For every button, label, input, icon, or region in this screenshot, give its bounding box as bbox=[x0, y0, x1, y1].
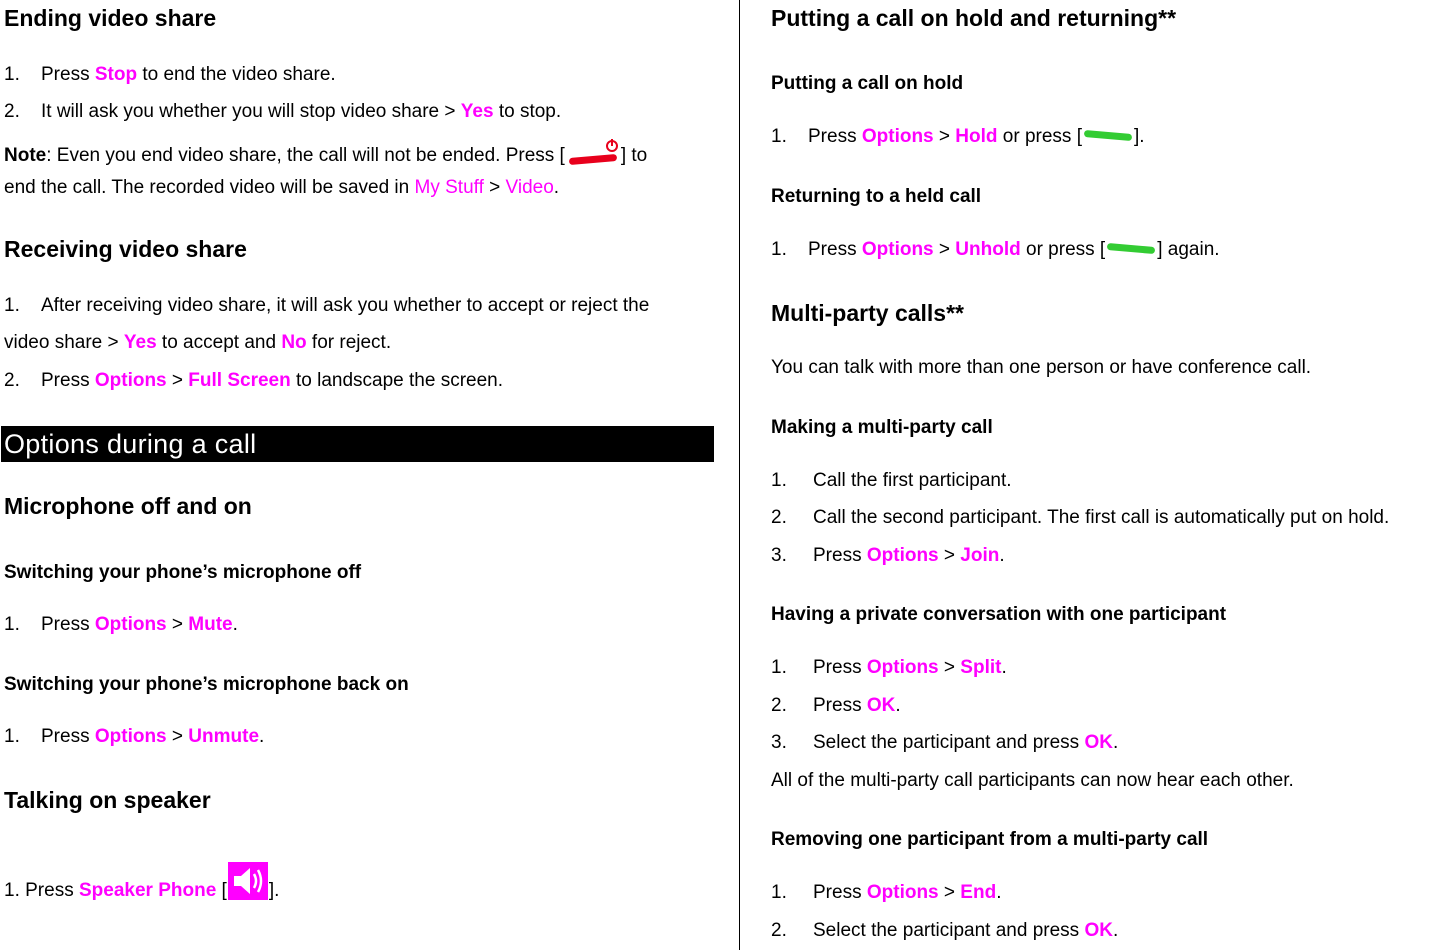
section-title-speaker: Talking on speaker bbox=[4, 787, 211, 813]
speaker-step-1: 1. Press Speaker Phone [ ]. bbox=[4, 862, 279, 902]
keyword-mute: Mute bbox=[188, 614, 233, 635]
path-video: Video bbox=[505, 177, 554, 198]
step-number: 1. bbox=[4, 64, 20, 85]
step-number: 1. bbox=[771, 239, 787, 260]
making-step-1: 1. Call the first participant. bbox=[771, 470, 1012, 491]
private-step-3: 3. Select the participant and press OK. bbox=[771, 732, 1119, 753]
note-line-1: Note: Even you end video share, the call will not be ended. Press [ ] to bbox=[4, 144, 647, 167]
step-number: 3. bbox=[771, 732, 787, 753]
subtitle-removing-participant: Removing one participant from a multi-party call bbox=[771, 829, 1209, 850]
mic-off-step-1: 1. Press Options > Mute. bbox=[4, 614, 238, 635]
step-number: 2. bbox=[4, 101, 20, 122]
send-key-icon bbox=[1105, 241, 1157, 257]
keyword-speaker-phone: Speaker Phone bbox=[78, 880, 217, 901]
section-title-multi-party: Multi-party calls** bbox=[771, 300, 964, 326]
keyword-options: Options bbox=[866, 545, 939, 566]
subtitle-microphone-off: Switching your phone’s microphone off bbox=[4, 562, 362, 583]
step-number: 1. bbox=[771, 882, 787, 903]
keyword-end: End bbox=[960, 882, 997, 903]
receiving-step-1-line-2: video share > Yes to accept and No for reject. bbox=[4, 332, 392, 353]
step-number: 2. bbox=[771, 695, 787, 716]
step-number: 1. bbox=[771, 126, 787, 147]
keyword-unhold: Unhold bbox=[955, 239, 1021, 260]
keyword-hold: Hold bbox=[955, 126, 998, 147]
removing-step-2: 2. Select the participant and press OK. bbox=[771, 920, 1119, 941]
mic-on-step-1: 1. Press Options > Unmute. bbox=[4, 726, 265, 747]
keyword-yes: Yes bbox=[123, 332, 157, 353]
receiving-step-1-line-1: 1. After receiving video share, it will ask you whether to accept or reject the bbox=[4, 295, 650, 316]
multi-party-intro: You can talk with more than one person or have conference call. bbox=[771, 357, 1312, 378]
step-number: 1. bbox=[4, 295, 20, 316]
note-label: Note bbox=[4, 145, 47, 166]
keyword-options: Options bbox=[94, 370, 167, 391]
subtitle-putting-on-hold: Putting a call on hold bbox=[771, 73, 964, 94]
step-number: 2. bbox=[4, 370, 20, 391]
keyword-yes: Yes bbox=[460, 101, 494, 122]
making-step-2: 2. Call the second participant. The first call is automatically put on hold. bbox=[771, 507, 1390, 528]
column-divider bbox=[739, 0, 740, 950]
step-number: 3. bbox=[771, 545, 787, 566]
step-number: 1. bbox=[4, 726, 20, 747]
speaker-phone-icon bbox=[228, 862, 268, 900]
step-number: 1. bbox=[4, 614, 20, 635]
keyword-options: Options bbox=[866, 657, 939, 678]
keyword-full-screen: Full Screen bbox=[188, 370, 291, 391]
send-key-icon bbox=[1082, 128, 1134, 144]
receiving-step-2: 2. Press Options > Full Screen to landscape the screen. bbox=[4, 370, 504, 391]
section-title-ending-video-share: Ending video share bbox=[4, 5, 217, 31]
subtitle-making-multi-party: Making a multi-party call bbox=[771, 417, 993, 438]
private-note: All of the multi-party call participants can now hear each other. bbox=[771, 770, 1294, 791]
step-number: 2. bbox=[771, 507, 787, 528]
ending-step-1: 1. Press Stop to end the video share. bbox=[4, 64, 336, 85]
keyword-options: Options bbox=[861, 239, 934, 260]
subtitle-returning: Returning to a held call bbox=[771, 186, 982, 207]
step-number: 1. bbox=[771, 470, 787, 491]
keyword-stop: Stop bbox=[94, 64, 138, 85]
step-number: 2. bbox=[771, 920, 787, 941]
keyword-options: Options bbox=[94, 614, 167, 635]
keyword-unmute: Unmute bbox=[188, 726, 260, 747]
keyword-ok: OK bbox=[1084, 732, 1113, 753]
keyword-options: Options bbox=[866, 882, 939, 903]
section-title-receiving-video-share: Receiving video share bbox=[4, 236, 247, 262]
keyword-no: No bbox=[281, 332, 307, 353]
ending-step-2: 2. It will ask you whether you will stop video share > Yes to stop. bbox=[4, 101, 562, 122]
return-step-1: 1. Press Options > Unhold or press [ ] again. bbox=[771, 239, 1220, 260]
step-number: 1. bbox=[771, 657, 787, 678]
private-step-1: 1. Press Options > Split. bbox=[771, 657, 1007, 678]
keyword-options: Options bbox=[861, 126, 934, 147]
path-my-stuff: My Stuff bbox=[414, 177, 484, 198]
removing-step-1: 1. Press Options > End. bbox=[771, 882, 1002, 903]
keyword-split: Split bbox=[960, 657, 1002, 678]
making-step-3: 3. Press Options > Join. bbox=[771, 545, 1005, 566]
section-title-hold: Putting a call on hold and returning** bbox=[771, 5, 1177, 31]
private-step-2: 2. Press OK. bbox=[771, 695, 901, 716]
section-title-microphone: Microphone off and on bbox=[4, 493, 252, 519]
keyword-options: Options bbox=[94, 726, 167, 747]
end-call-key-icon bbox=[565, 144, 621, 164]
keyword-ok: OK bbox=[1084, 920, 1113, 941]
subtitle-private-conversation: Having a private conversation with one participant bbox=[771, 604, 1227, 625]
keyword-join: Join bbox=[960, 545, 1000, 566]
note-line-2: end the call. The recorded video will be saved in My Stuff > Video. bbox=[4, 177, 560, 198]
keyword-ok: OK bbox=[866, 695, 896, 716]
hold-step-1: 1. Press Options > Hold or press [ ]. bbox=[771, 126, 1145, 147]
chapter-banner: Options during a call bbox=[1, 426, 714, 462]
subtitle-microphone-on: Switching your phone’s microphone back on bbox=[4, 674, 409, 695]
